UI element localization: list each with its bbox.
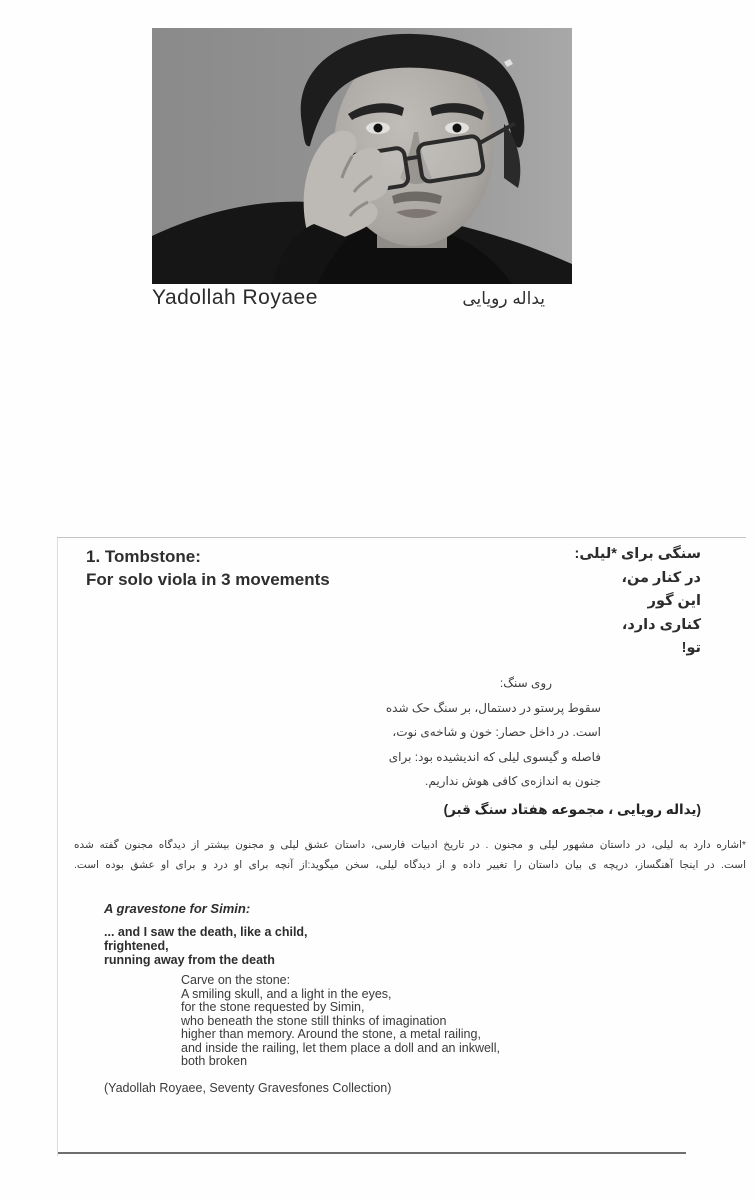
persian-poem-line: سقوط پرستو در دستمال، بر سنگ حک شده <box>385 700 601 715</box>
persian-poem <box>351 671 601 794</box>
photo-caption-persian: یداله رویایی <box>462 289 545 308</box>
card-bottom-edge <box>58 1152 686 1154</box>
persian-title-line: این گور <box>647 593 701 609</box>
english-poem-intro-line: ... and I saw the death, like a child, <box>104 925 308 939</box>
persian-title-line: سنگی برای *لیلی: <box>574 546 701 562</box>
piece-title-line1: 1. Tombstone: <box>86 547 201 566</box>
english-poem-body-line: Carve on the stone: <box>181 973 291 987</box>
english-attribution: (Yadollah Royaee, Seventy Gravesfones Collection) <box>104 1081 392 1095</box>
persian-title-line: در کنار من، <box>621 569 701 586</box>
english-poem-body-line: for the stone requested by Simin, <box>181 1000 365 1014</box>
english-poem-heading: A gravestone for Simin: <box>104 901 251 916</box>
footnote-line: است. در اینجا آهنگساز، دریچه ی بیان داستان را تغییر داده و از دیدگاه لیلی، سخن میگوید:از آنچه برای او درد و برای او عشق بوده است. <box>74 859 746 871</box>
english-poem-body-line: higher than memory. Around the stone, a metal railing, <box>181 1027 481 1041</box>
persian-poem-heading: روی سنگ: <box>499 676 552 690</box>
program-note-card <box>57 537 746 1156</box>
persian-title-line: تو! <box>681 640 701 656</box>
english-poem-body-line: both broken <box>181 1054 248 1068</box>
english-poem-intro-line: frightened, <box>104 939 169 953</box>
piece-title <box>86 545 330 591</box>
footnote <box>74 835 746 875</box>
persian-title-poem <box>575 543 702 661</box>
english-poem-intro-line: running away from the death <box>104 953 275 967</box>
persian-attribution: (یداله رویایی ، مجموعه هفتاد سنگ قبر) <box>443 802 701 817</box>
portrait-photo <box>152 28 572 284</box>
english-poem-body-line: who beneath the stone still thinks of imagination <box>181 1013 447 1028</box>
persian-poem-line: است. در داخل حصار: خون و شاخه‌ی نوت، <box>392 725 601 739</box>
english-poem-body-line: and inside the railing, let them place a doll and an inkwell, <box>181 1040 500 1055</box>
english-poem-body <box>181 974 500 1069</box>
portrait-illustration <box>152 28 572 284</box>
persian-poem-line: فاصله و گیسوی لیلی که اندیشیده بود: برای <box>388 749 601 764</box>
photo-caption-english: Yadollah Royaee <box>152 286 318 309</box>
english-poem-body-line: A smiling skull, and a light in the eyes, <box>181 986 392 1001</box>
persian-title-line: کناری دارد، <box>621 616 701 633</box>
piece-title-line2: For solo viola in 3 movements <box>86 570 330 589</box>
english-poem-intro <box>104 925 308 967</box>
persian-poem-line: جنون به اندازه‌ی کافی هوش نداریم. <box>425 774 601 788</box>
footnote-line: *اشاره دارد به لیلی، در داستان مشهور لیلی و مجنون . در تاریخ ادبیات فارسی، داستان عشق لیلی و مجنون بیشتر از دیدگاه مجنون گفته شده <box>74 839 746 851</box>
